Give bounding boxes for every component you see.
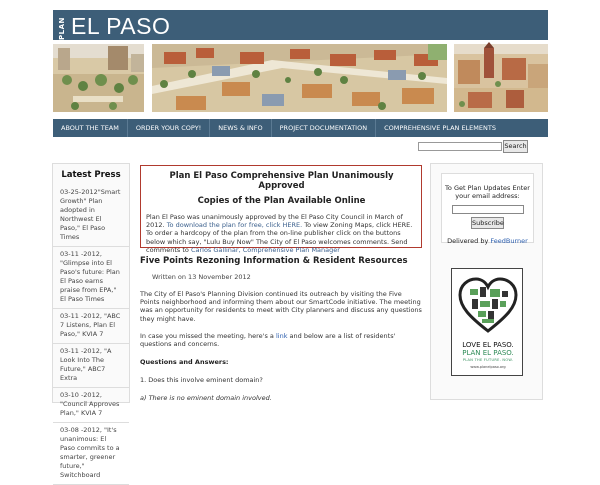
delivered-by bbox=[431, 237, 544, 245]
question-1: 1. Does this involve eminent domain? bbox=[140, 376, 263, 385]
press-item[interactable]: 03-11 -2012, "A Look Into The Future," ABC7 Extra bbox=[53, 344, 129, 388]
heart-icon bbox=[452, 269, 524, 341]
promo-subtitle: PLAN EL PASO. bbox=[462, 349, 514, 357]
search-button[interactable]: Search bbox=[503, 140, 528, 153]
search-input[interactable] bbox=[418, 142, 502, 151]
notice-body-text-2: To view Zoning Maps, click HERE. To order a hardcopy of the plan from the on-line publisher click on the buttons below which say, "Lulu Buy Now" The City of El Paso welcomes comments. Send comments to bbox=[146, 221, 413, 254]
logo-plan-text: PLAN bbox=[58, 17, 66, 40]
post-paragraph-2 bbox=[140, 332, 422, 348]
right-sidebar bbox=[430, 163, 543, 400]
header-image-downtown bbox=[454, 44, 548, 112]
email-input[interactable] bbox=[452, 205, 524, 214]
download-plan-link[interactable]: To download the plan for free, click HERE. bbox=[166, 221, 303, 230]
nav-about-the-team[interactable]: ABOUT THE TEAM bbox=[53, 119, 128, 137]
nav-news-info[interactable]: NEWS & INFO bbox=[210, 119, 271, 137]
promo-url: www.planelpaso.org bbox=[470, 365, 506, 369]
page bbox=[52, 0, 548, 479]
post-date: Written on 13 November 2012 bbox=[152, 273, 251, 281]
post-paragraph-2-before: In case you missed the meeting, here's a bbox=[140, 331, 274, 340]
answer-1: a) There is no eminent domain involved. bbox=[140, 394, 272, 403]
nav-comprehensive-plan-elements[interactable]: COMPREHENSIVE PLAN ELEMENTS bbox=[384, 124, 496, 132]
latest-press-sidebar bbox=[52, 163, 130, 479]
header-image-plaza bbox=[53, 44, 144, 112]
plan-manager-link[interactable]: Carlos Gallinar, Comprehensive Plan Manager bbox=[190, 245, 340, 254]
post-title[interactable]: Five Points Rezoning Information & Resident Resources bbox=[140, 256, 408, 266]
nav-project-documentation[interactable]: PROJECT DOCUMENTATION bbox=[272, 119, 376, 137]
qa-heading: Questions and Answers: bbox=[140, 358, 229, 367]
love-el-paso-promo[interactable] bbox=[451, 268, 523, 376]
subscribe-box bbox=[441, 173, 534, 243]
feedburner-link[interactable]: FeedBurner bbox=[490, 237, 528, 245]
latest-press-title: Latest Press bbox=[61, 170, 121, 180]
notice-subheading: Copies of the Plan Available Online bbox=[197, 196, 366, 206]
nav-order-your-copy[interactable]: ORDER YOUR COPY! bbox=[128, 119, 210, 137]
plan-approved-notice bbox=[140, 165, 422, 254]
delivered-by-prefix: Delivered by bbox=[447, 237, 489, 245]
main-nav bbox=[53, 119, 548, 137]
press-item[interactable]: 03-08 -2012, "It's unanimous: El Paso commits to a smarter, greener future," Switchboard bbox=[53, 423, 129, 485]
notice-body bbox=[146, 213, 417, 254]
promo-tagline: PLAN THE FUTURE. NOW. bbox=[462, 358, 514, 362]
logo-main-text[interactable]: EL PASO bbox=[71, 13, 171, 39]
notice-body-text-1: Plan El Paso was unanimously approved by the El Paso City Council in March of 2012. bbox=[146, 213, 403, 230]
press-item[interactable]: 03-11 -2012, "ABC 7 Listens, Plan El Paso," KVIA 7 bbox=[53, 309, 129, 344]
press-item[interactable]: 03-10 -2012, "Council Approves Plan," KVIA 7 bbox=[53, 388, 129, 423]
meeting-link[interactable]: link bbox=[275, 331, 288, 340]
post-paragraph-2-after: and below are a list of residents' questions and concerns. bbox=[140, 331, 396, 349]
promo-title: LOVE EL PASO. bbox=[462, 341, 514, 349]
subscribe-button[interactable]: Subscribe bbox=[472, 219, 504, 227]
header-image-neighborhood bbox=[152, 44, 447, 112]
post-paragraph-1: The City of El Paso's Planning Division continued its outreach by visiting the Five Points neighborhood and informing them about our SmartCode initiative. The meeting was an opportunity for residents to meet with City planners and discuss any questions they might have. bbox=[140, 290, 422, 323]
subscribe-prompt: To Get Plan Updates Enter your email address: bbox=[445, 184, 530, 200]
main-content bbox=[140, 165, 422, 402]
press-item[interactable]: 03-25-2012"Smart Growth" Plan adopted in Northwest El Paso," El Paso Times bbox=[53, 185, 129, 247]
press-item[interactable]: 03-11 -2012, "Glimpse into El Paso's future: Plan El Paso earns praise from EPA," El Paso Times bbox=[53, 247, 129, 309]
notice-heading: Plan El Paso Comprehensive Plan Unanimously Approved bbox=[169, 171, 394, 191]
site-banner[interactable] bbox=[53, 10, 548, 40]
